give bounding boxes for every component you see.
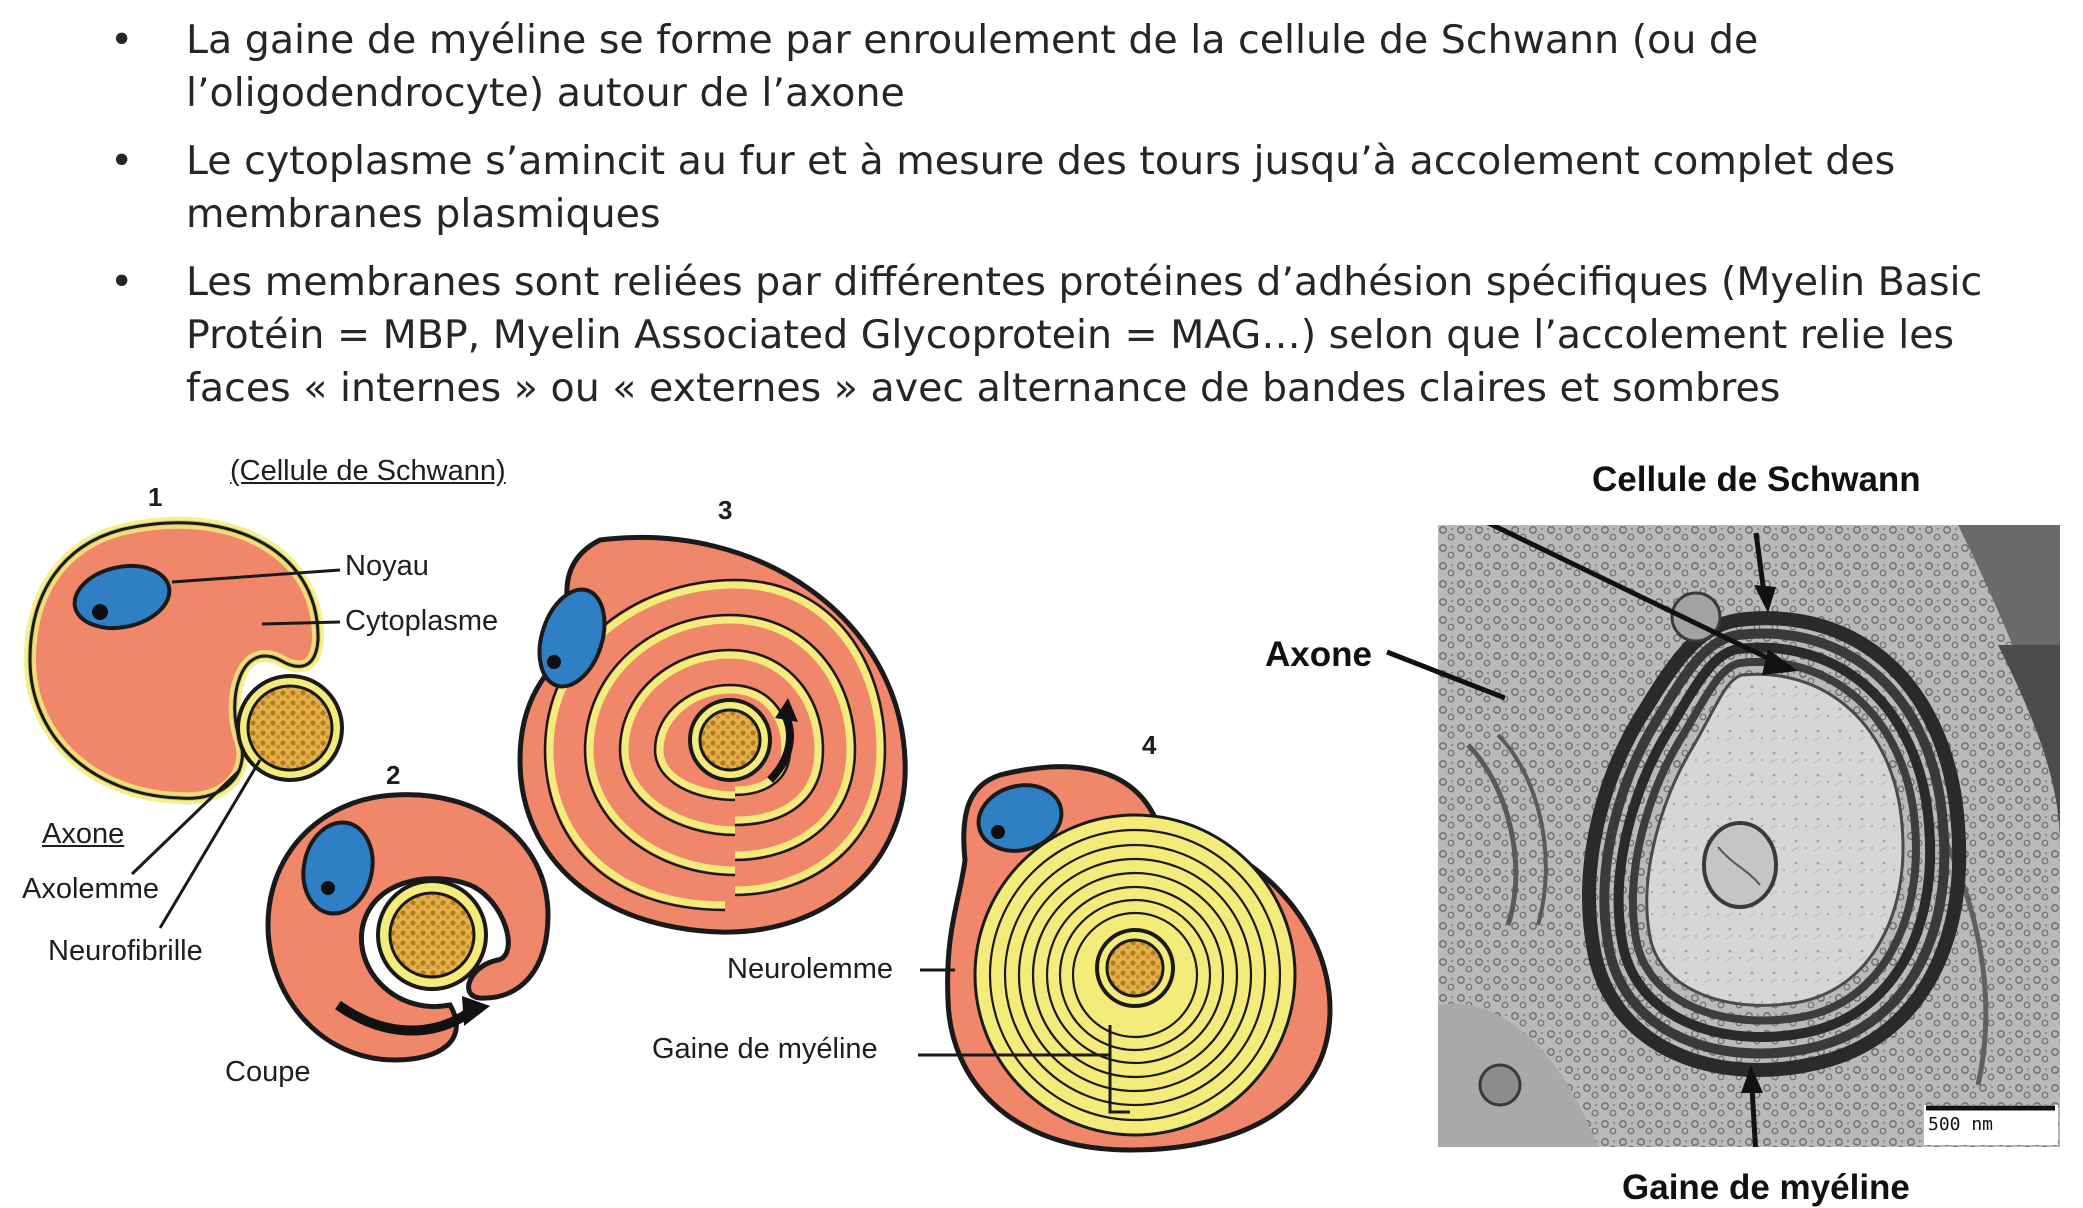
bullet-text: Les membranes sont reliées par différentes protéines d’adhésion spécifiques (Myelin Basic Protéin = MBP, Myelin Associated Glycoprotein = MAG…) selon que l’accolement relie les faces « internes » ou « externes » avec alternance de bandes claires et sombres: [186, 259, 1983, 411]
bullet-text: La gaine de myéline se forme par enroulement de la cellule de Schwann (ou de l’oligodendrocyte) autour de l’axone: [186, 17, 1759, 116]
label-gaine-de-myeline-micrograph: Gaine de myéline: [1622, 1168, 1910, 1207]
bullet-marker: •: [110, 17, 134, 63]
electron-micrograph: [1438, 525, 2060, 1147]
label-cytoplasme: Cytoplasme: [345, 605, 499, 637]
label-cellule-de-schwann: Cellule de Schwann: [1592, 460, 1921, 499]
bullet-text: Le cytoplasme s’amincit au fur et à mesure des tours jusqu’à accolement complet des membranes plasmiques: [186, 138, 1896, 237]
diagram-title: (Cellule de Schwann): [230, 455, 506, 487]
step-number-2: 2: [386, 760, 401, 790]
label-noyau: Noyau: [345, 550, 429, 582]
step-2-cell: [265, 790, 571, 1060]
label-neurolemme: Neurolemme: [727, 953, 893, 985]
axone-arrow-connector: [1385, 640, 1505, 700]
bullet-marker: •: [110, 259, 134, 305]
scale-bar-label: 500 nm: [1928, 1114, 1994, 1135]
label-axone: Axone: [42, 818, 125, 850]
step-3-cell: [520, 537, 905, 932]
label-gaine-de-myeline: Gaine de myéline: [652, 1033, 878, 1065]
step-number-4: 4: [1142, 730, 1157, 760]
bullet-marker: •: [110, 138, 134, 184]
step-4-cell: [918, 767, 1330, 1150]
label-axolemme: Axolemme: [22, 873, 159, 905]
step-number-3: 3: [718, 495, 733, 525]
label-neurofibrille: Neurofibrille: [48, 935, 203, 967]
step-number-1: 1: [148, 482, 163, 512]
label-coupe: Coupe: [225, 1056, 311, 1088]
myelination-diagram: [0, 420, 1360, 1200]
label-axone-micrograph: Axone: [1265, 635, 1372, 674]
